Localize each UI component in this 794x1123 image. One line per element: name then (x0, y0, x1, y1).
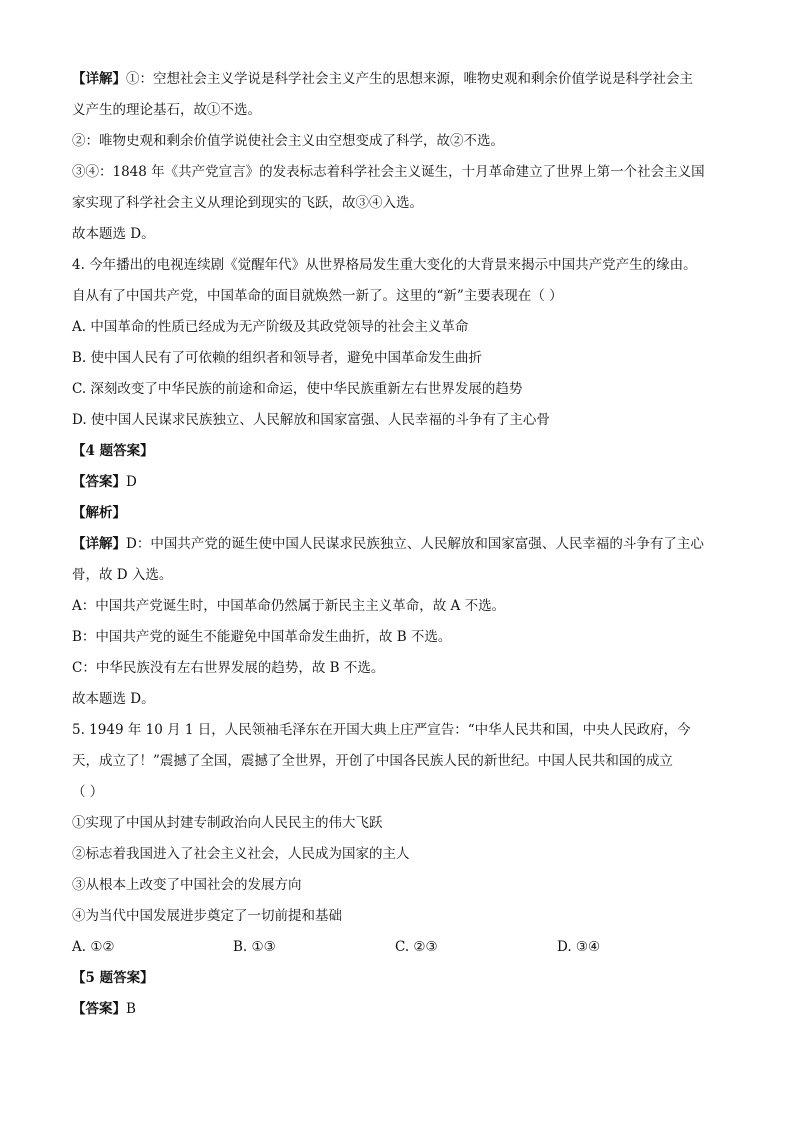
q4-answer-line (72, 473, 137, 491)
q4-detail-text: D：中国共产党的诞生使中国人民谋求民族独立、人民解放和国家富强、人民幸福的斗争有了主心 (126, 536, 704, 552)
q3-detail-line-3: ②：唯物史观和剩余价值学说使社会主义由空想变成了科学，故②不选。 (72, 133, 504, 149)
q3-detail-text: ①：空想社会主义学说是科学社会主义产生的思想来源，唯物史观和剩余价值学说是科学社会主 (126, 71, 693, 87)
q4-detail-line-5: C：中华民族没有左右世界发展的趋势，故 B 不选。 (72, 660, 385, 676)
detail-tag: 【详解】 (72, 536, 126, 552)
q3-detail-line-1 (72, 70, 693, 88)
detail-tag: 【详解】 (72, 71, 126, 87)
q3-detail-line-5: 家实现了科学社会主义从理论到现实的飞跃，故③④入选。 (72, 195, 423, 211)
q5-option-b: B. ①③ (233, 939, 276, 955)
q4-analysis-header: 【解析】 (72, 505, 126, 521)
q4-conclusion: 故本题选 D。 (72, 691, 155, 707)
q4-option-d: D. 使中国人民谋求民族独立、人民解放和国家富强、人民幸福的斗争有了主心骨 (72, 412, 550, 428)
q4-answer-header: 【4 题答案】 (72, 443, 154, 459)
q5-answer-header: 【5 题答案】 (72, 970, 154, 986)
q3-conclusion: 故本题选 D。 (72, 226, 155, 242)
q4-answer-value: D (126, 474, 137, 490)
q4-option-c: C. 深刻改变了中华民族的前途和命运，使中华民族重新左右世界发展的趋势 (72, 381, 523, 397)
q4-stem-line-2: 自从有了中国共产党，中国革命的面目就焕然一新了。这里的“新”主要表现在（ ） (72, 288, 563, 304)
q4-stem-line-1: 4. 今年播出的电视连续剧《觉醒年代》从世界格局发生重大变化的大背景来揭示中国共产党产生的缘由。 (72, 257, 697, 273)
q4-detail-line-4: B：中国共产党的诞生不能避免中国革命发生曲折，故 B 不选。 (72, 629, 452, 645)
q4-option-a: A. 中国革命的性质已经成为无产阶级及其政党领导的社会主义革命 (72, 319, 469, 335)
q5-answer-line (72, 1000, 136, 1018)
q5-stem-line-2: 天，成立了！”震撼了全国，震撼了全世界，开创了中国各民族人民的新世纪。中国人民共和国的成立 (72, 753, 673, 769)
answer-tag: 【答案】 (72, 474, 126, 490)
answer-tag: 【答案】 (72, 1001, 126, 1017)
q4-detail-line-3: A：中国共产党诞生时，中国革命仍然属于新民主主义革命，故 A 不选。 (72, 598, 506, 614)
q5-statement-1: ①实现了中国从封建专制政治向人民民主的伟大飞跃 (72, 815, 383, 831)
q5-statement-2: ②标志着我国进入了社会主义社会，人民成为国家的主人 (72, 846, 410, 862)
q3-detail-line-4: ③④：1848 年《共产党宣言》的发表标志着科学社会主义诞生，十月革命建立了世界上第一个社会主义国 (72, 164, 705, 180)
q5-option-d: D. ③④ (557, 939, 601, 955)
q4-option-b: B. 使中国人民有了可依赖的组织者和领导者，避免中国革命发生曲折 (72, 350, 483, 366)
q3-detail-line-2: 义产生的理论基石，故①不选。 (72, 102, 261, 118)
q5-option-a: A. ①② (72, 939, 115, 955)
q5-answer-value: B (126, 1001, 136, 1017)
q5-stem-line-1: 5. 1949 年 10 月 1 日，人民领袖毛泽东在开国大典上庄严宣告：“中华人民共和国，中央人民政府，今 (72, 722, 691, 738)
q5-option-c: C. ②③ (395, 939, 438, 955)
q5-statement-4: ④为当代中国发展进步奠定了一切前提和基础 (72, 908, 342, 924)
q4-detail-line-2: 骨，故 D 入选。 (72, 567, 173, 583)
q4-detail-line-1 (72, 535, 704, 553)
q5-statement-3: ③从根本上改变了中国社会的发展方向 (72, 877, 302, 893)
q5-stem-line-3: （ ） (72, 784, 104, 800)
